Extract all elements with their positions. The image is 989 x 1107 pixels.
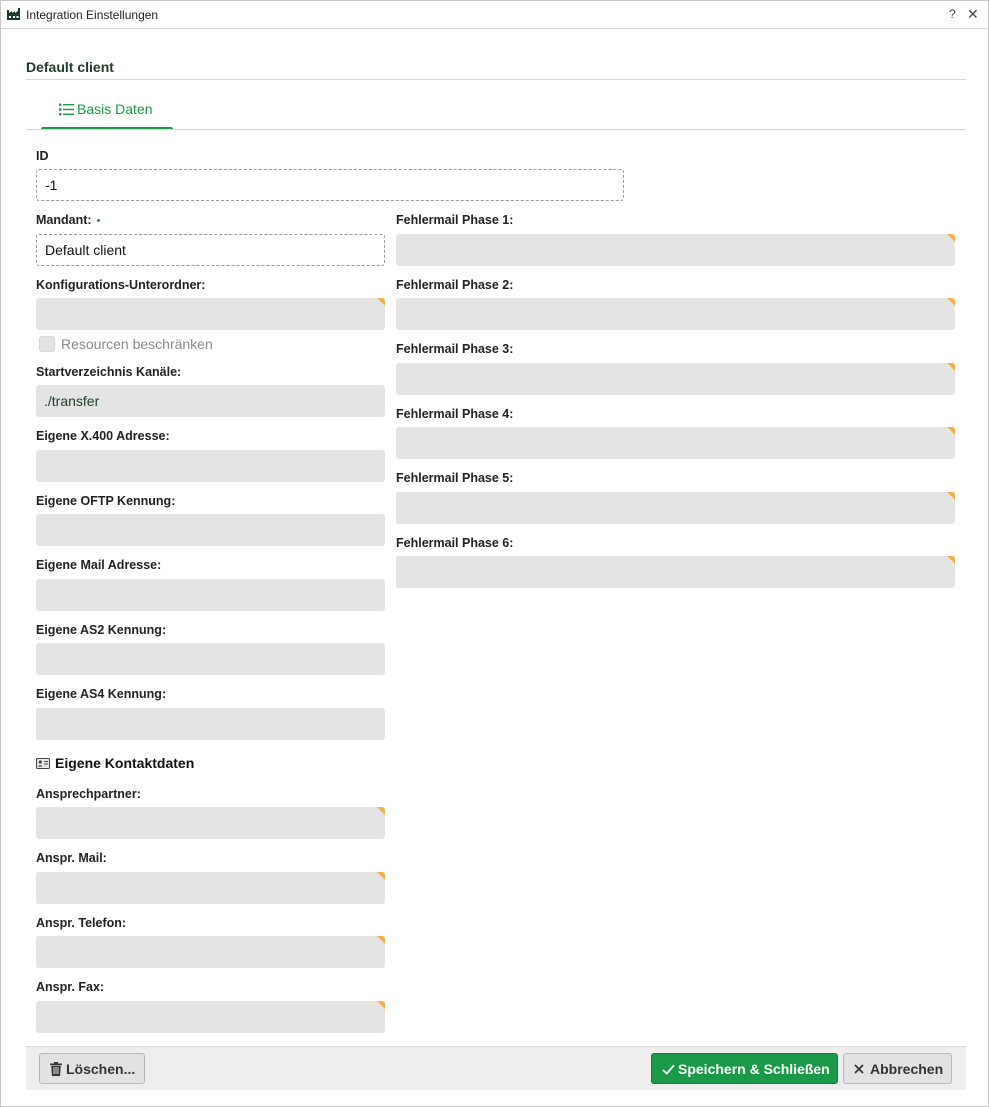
fehlermail-3-field[interactable] xyxy=(396,363,955,395)
fehlermail-5-label: Fehlermail Phase 5: xyxy=(396,471,514,485)
flag-corner xyxy=(947,427,955,435)
trash-icon xyxy=(50,1062,62,1076)
tab-basis-daten[interactable] xyxy=(41,91,173,130)
flag-corner xyxy=(377,807,385,815)
anspr-telefon-label: Anspr. Telefon: xyxy=(36,916,127,930)
flag-corner xyxy=(377,1001,385,1009)
close-icon xyxy=(854,1064,864,1074)
konfig-unterordner-field[interactable] xyxy=(36,298,385,330)
anspr-fax-label: Anspr. Fax: xyxy=(36,980,105,994)
fehlermail-1-field[interactable] xyxy=(396,234,955,266)
required-indicator xyxy=(97,219,100,222)
flag-corner xyxy=(947,363,955,371)
flag-corner xyxy=(947,492,955,500)
dialog-footer xyxy=(26,1046,966,1090)
fehlermail-6-label: Fehlermail Phase 6: xyxy=(396,536,514,550)
delete-button-label: Löschen... xyxy=(66,1061,136,1077)
section-divider xyxy=(26,79,966,80)
fehlermail-1-label: Fehlermail Phase 1: xyxy=(396,213,514,227)
window-title: Integration Einstellungen xyxy=(26,8,159,22)
list-icon xyxy=(59,103,74,116)
resourcen-checkbox-label: Resourcen beschränken xyxy=(61,336,213,352)
mandant-label-text: Mandant: xyxy=(36,213,92,227)
fehlermail-4-field[interactable] xyxy=(396,427,955,459)
anspr-mail-field[interactable] xyxy=(36,872,385,904)
contact-card-icon xyxy=(36,758,50,769)
delete-button[interactable] xyxy=(39,1053,145,1084)
save-button-label: Speichern & Schließen xyxy=(678,1061,830,1077)
x400-label: Eigene X.400 Adresse: xyxy=(36,429,170,443)
fehlermail-2-field[interactable] xyxy=(396,298,955,330)
mandant-field[interactable]: Default client xyxy=(36,234,385,266)
cancel-button[interactable] xyxy=(843,1053,952,1084)
mail-field[interactable] xyxy=(36,579,385,611)
close-button[interactable]: ✕ xyxy=(967,6,979,22)
konfig-unterordner-label: Konfigurations-Unterordner: xyxy=(36,278,206,292)
flag-corner xyxy=(377,872,385,880)
x400-field[interactable] xyxy=(36,450,385,482)
cancel-button-label: Abbrechen xyxy=(870,1061,944,1077)
oftp-label: Eigene OFTP Kennung: xyxy=(36,494,176,508)
fehlermail-2-label: Fehlermail Phase 2: xyxy=(396,278,514,292)
startverzeichnis-label: Startverzeichnis Kanäle: xyxy=(36,365,182,379)
kontaktdaten-title: Eigene Kontaktdaten xyxy=(55,755,195,771)
flag-corner xyxy=(947,556,955,564)
anspr-fax-field[interactable] xyxy=(36,1001,385,1033)
flag-corner xyxy=(947,234,955,242)
id-field[interactable]: -1 xyxy=(36,169,624,201)
flag-corner xyxy=(377,298,385,306)
ansprechpartner-label: Ansprechpartner: xyxy=(36,787,141,801)
resourcen-checkbox[interactable] xyxy=(39,336,55,352)
as4-label: Eigene AS4 Kennung: xyxy=(36,687,167,701)
help-button[interactable]: ? xyxy=(949,7,956,21)
factory-icon xyxy=(7,8,20,20)
startverzeichnis-field[interactable]: ./transfer xyxy=(36,385,385,417)
ansprechpartner-field[interactable] xyxy=(36,807,385,839)
tab-label: Basis Daten xyxy=(77,101,153,117)
flag-corner xyxy=(377,936,385,944)
as2-label: Eigene AS2 Kennung: xyxy=(36,623,167,637)
anspr-telefon-field[interactable] xyxy=(36,936,385,968)
section-title: Default client xyxy=(26,59,114,75)
fehlermail-4-label: Fehlermail Phase 4: xyxy=(396,407,514,421)
oftp-field[interactable] xyxy=(36,514,385,546)
fehlermail-5-field[interactable] xyxy=(396,492,955,524)
check-icon xyxy=(662,1064,675,1075)
mandant-label xyxy=(36,213,100,227)
anspr-mail-label: Anspr. Mail: xyxy=(36,851,107,865)
title-bar xyxy=(1,1,988,29)
fehlermail-3-label: Fehlermail Phase 3: xyxy=(396,342,514,356)
save-and-close-button[interactable] xyxy=(651,1053,838,1084)
tab-divider xyxy=(26,129,966,130)
id-label: ID xyxy=(36,149,49,163)
flag-corner xyxy=(947,298,955,306)
as2-field[interactable] xyxy=(36,643,385,675)
mail-label: Eigene Mail Adresse: xyxy=(36,558,162,572)
fehlermail-6-field[interactable] xyxy=(396,556,955,588)
as4-field[interactable] xyxy=(36,708,385,740)
